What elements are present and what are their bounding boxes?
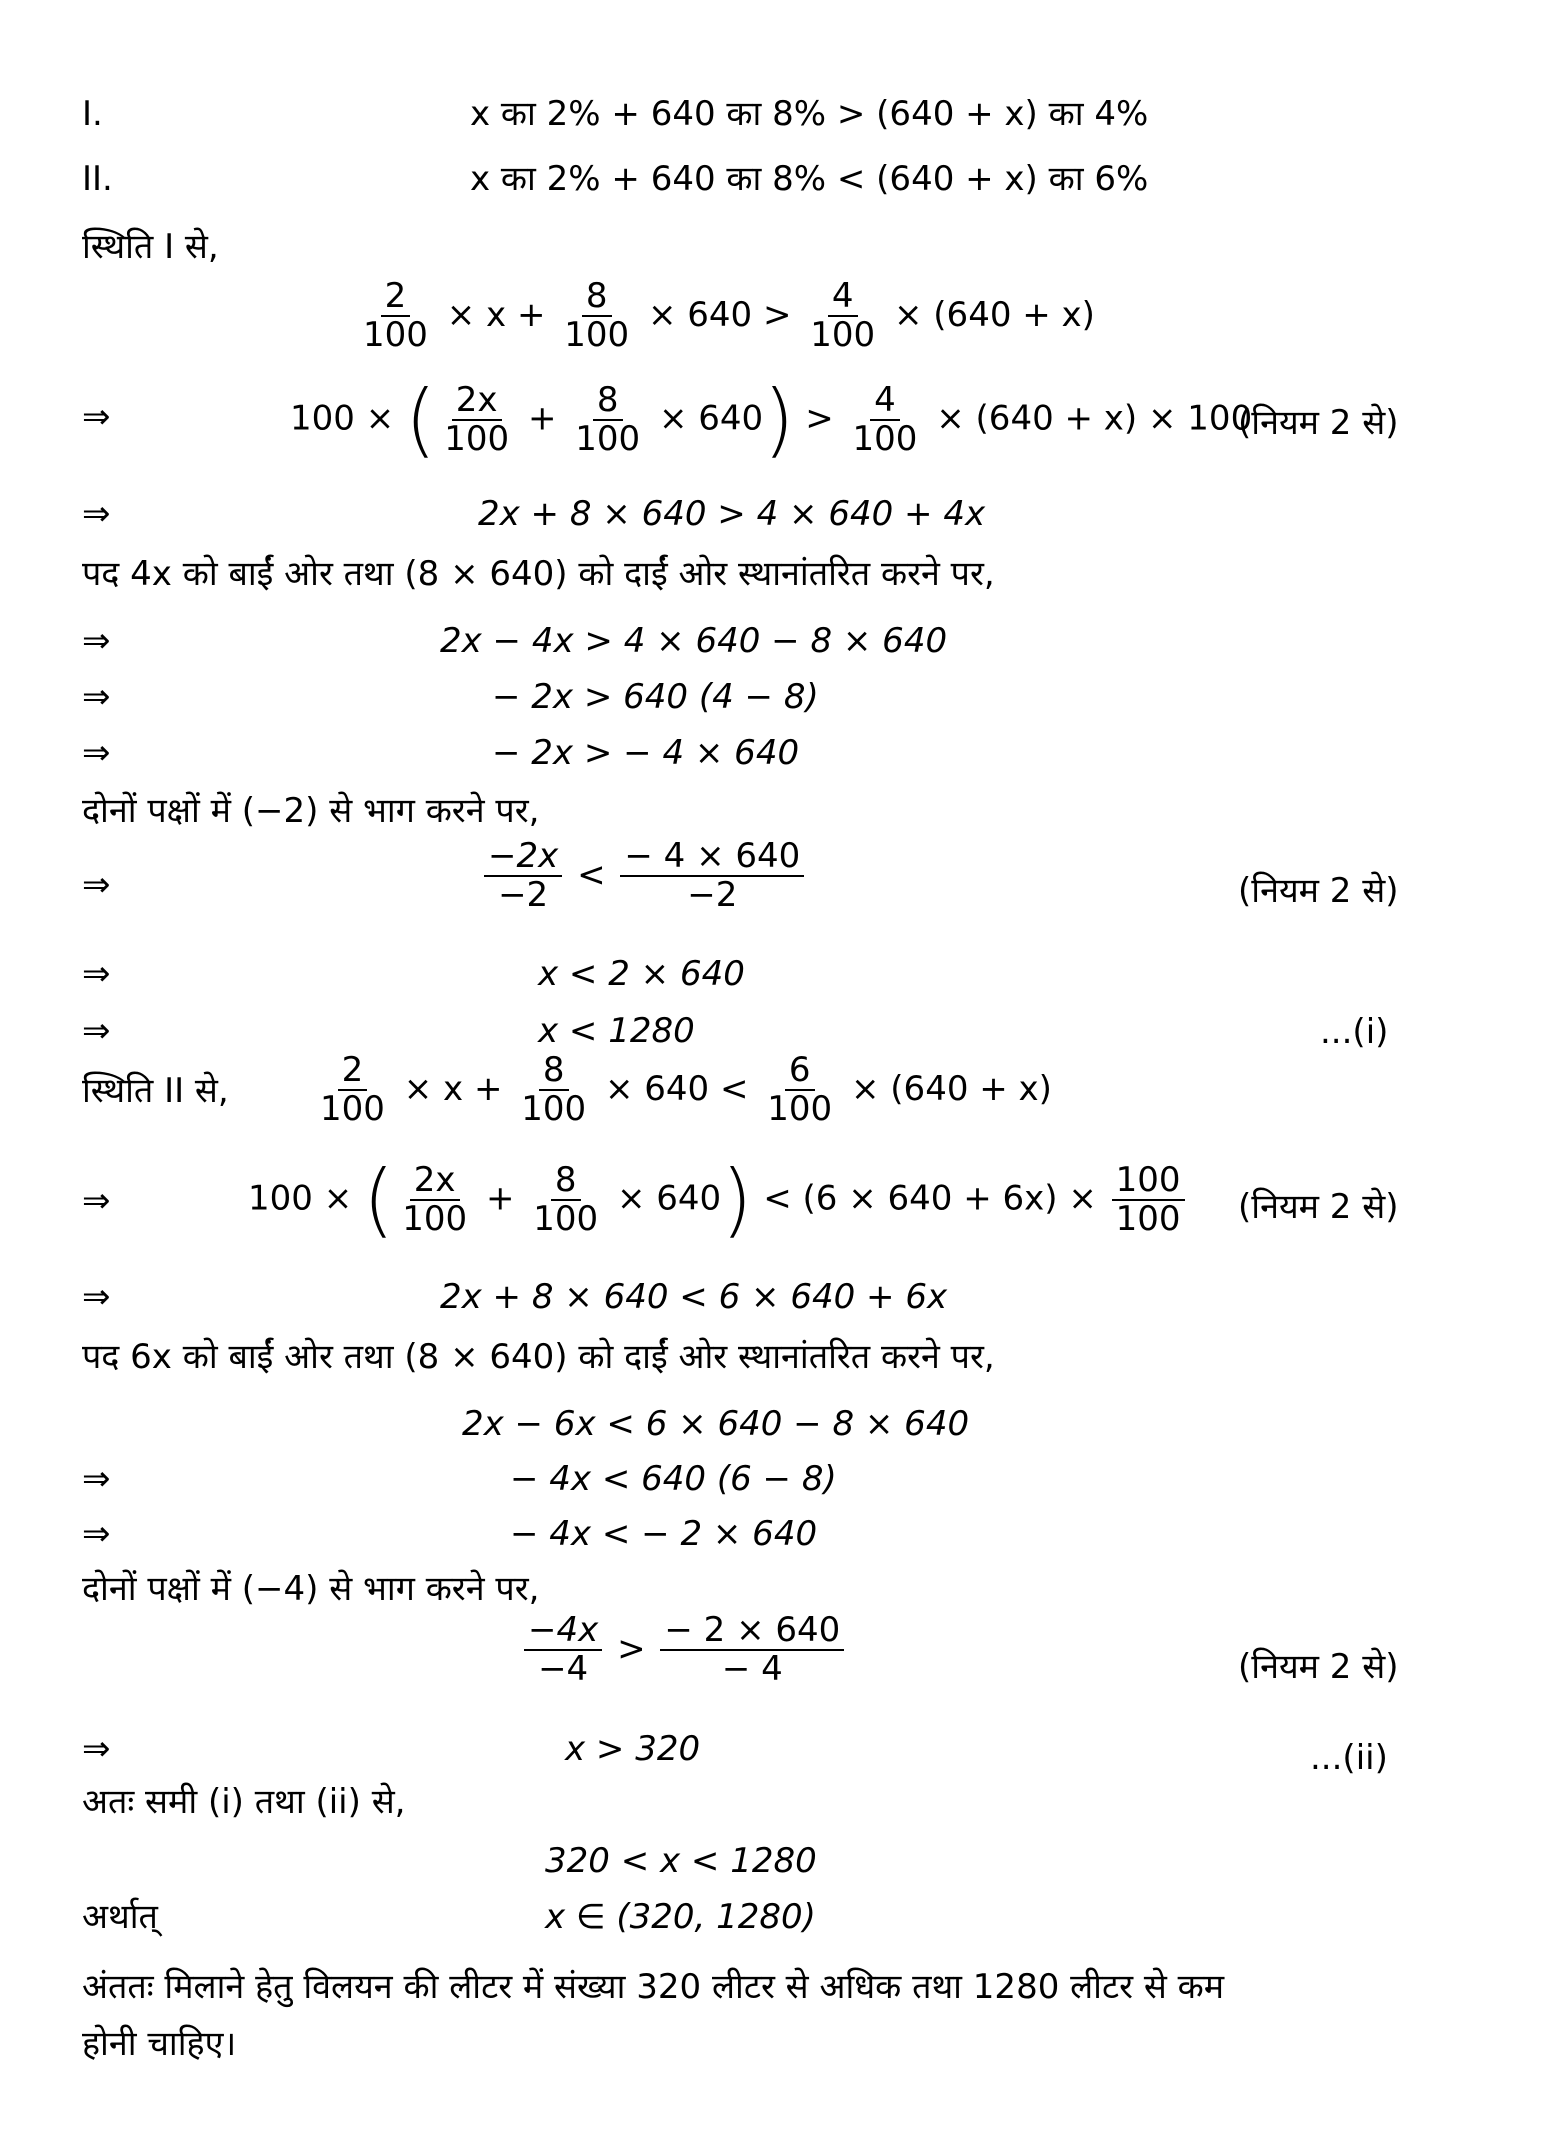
case1-heading: स्थिति I से,: [82, 227, 219, 267]
rule-reference: (नियम 2 से): [1238, 1647, 1399, 1687]
final-answer-line2: होनी चाहिए।: [82, 2024, 237, 2064]
c1-eq8: x < 2 × 640: [538, 954, 745, 994]
c1-eq1: $\frac{2}{100}$ × x + $\frac{8}{100}$ × 640 > $\frac{4}{100}$ × (640 + x): [355, 278, 1095, 355]
fraction: $\frac{4}{100}$: [852, 379, 918, 459]
case-label-2: II.: [82, 159, 113, 199]
c1-eq6: − 2x > − 4 × 640: [492, 733, 800, 773]
fraction: $\frac{8}{100}$: [521, 1050, 587, 1130]
c2-note1: पद 6x को बाईं ओर तथा (8 × 640) को दाईं ओर स्थानांतरित करने पर,: [82, 1337, 995, 1377]
case2-statement: x का 2% + 640 का 8% < (640 + x) का 6%: [470, 159, 1149, 199]
fraction: $\frac{8}{100}$: [564, 276, 630, 356]
arrow-icon: ⇒: [82, 1459, 111, 1499]
c2-eq6: − 4x < − 2 × 640: [510, 1514, 818, 1554]
conclusion-interval: x ∈ (320, 1280): [545, 1897, 816, 1937]
fraction: $\frac{2}{100}$: [363, 276, 428, 356]
fraction: $\frac{2x}{100}$: [402, 1159, 468, 1239]
fraction: $\frac{6}{100}$: [767, 1050, 833, 1130]
arrow-icon: ⇒: [82, 865, 111, 905]
case1-statement: x का 2% + 640 का 8% > (640 + x) का 4%: [470, 94, 1149, 134]
rule-reference: (नियम 2 से): [1238, 403, 1399, 443]
arrow-icon: ⇒: [82, 1514, 111, 1554]
equation-ref-ii: ...(ii): [1310, 1738, 1388, 1778]
rule-reference: (नियम 2 से): [1238, 1187, 1399, 1227]
arrow-icon: ⇒: [82, 1277, 111, 1317]
arrow-icon: ⇒: [82, 1181, 111, 1221]
c2-eq7: $\frac{-4x}{-4}$ > $\frac{- 2 \times 640}{- 4}$: [520, 1612, 848, 1689]
arrow-icon: ⇒: [82, 621, 111, 661]
arrow-icon: ⇒: [82, 733, 111, 773]
conclusion-inequality: 320 < x < 1280: [545, 1841, 817, 1881]
c1-note2: दोनों पक्षों में (−2) से भाग करने पर,: [82, 791, 540, 831]
c1-eq4: 2x − 4x > 4 × 640 − 8 × 640: [440, 621, 948, 661]
conclusion-note: अतः समी (i) तथा (ii) से,: [82, 1782, 406, 1822]
rule-reference: (नियम 2 से): [1238, 871, 1399, 911]
arrow-icon: ⇒: [82, 397, 111, 437]
fraction: $\frac{4}{100}$: [810, 276, 876, 356]
c2-eq2: 100 × ( $\frac{2x}{100}$ + $\frac{8}{100}$ × 640) < (6 × 640 + 6x) × $\frac{100}{100}$: [248, 1160, 1189, 1240]
fraction: $\frac{8}{100}$: [533, 1159, 599, 1239]
c1-eq7: $\frac{-2x}{-2}$ < $\frac{- 4 \times 640}{-2}$: [480, 838, 808, 915]
c2-eq8: x > 320: [565, 1729, 701, 1769]
fraction: $\frac{- 2 \times 640}{- 4}$: [660, 1612, 844, 1689]
c1-eq9: x < 1280: [538, 1011, 695, 1051]
arrow-icon: ⇒: [82, 1011, 111, 1051]
final-answer-line1: अंततः मिलाने हेतु विलयन की लीटर में संख्या 320 लीटर से अधिक तथा 1280 लीटर से कम: [82, 1967, 1225, 2007]
c1-eq5: − 2x > 640 (4 − 8): [492, 677, 819, 717]
conclusion-word: अर्थात्: [82, 1897, 158, 1937]
arrow-icon: ⇒: [82, 494, 111, 534]
fraction: $\frac{-4x}{-4}$: [524, 1612, 602, 1689]
c2-note2: दोनों पक्षों में (−4) से भाग करने पर,: [82, 1569, 540, 1609]
fraction: $\frac{2}{100}$: [320, 1050, 385, 1130]
c2-eq3: 2x + 8 × 640 < 6 × 640 + 6x: [440, 1277, 948, 1317]
fraction: $\frac{8}{100}$: [575, 379, 641, 459]
arrow-icon: ⇒: [82, 677, 111, 717]
fraction: $\frac{- 4 \times 640}{-2}$: [620, 838, 804, 915]
case-label-1: I.: [82, 94, 103, 134]
c1-eq3: 2x + 8 × 640 > 4 × 640 + 4x: [478, 494, 986, 534]
arrow-icon: ⇒: [82, 1729, 111, 1769]
equation-ref-i: ...(i): [1320, 1012, 1389, 1052]
fraction: $\frac{2x}{100}$: [444, 379, 510, 459]
fraction: $\frac{100}{100}$: [1112, 1162, 1185, 1239]
c2-eq5: − 4x < 640 (6 − 8): [510, 1459, 837, 1499]
c2-eq4: 2x − 6x < 6 × 640 − 8 × 640: [462, 1404, 970, 1444]
c1-eq2: 100 × ( $\frac{2x}{100}$ + $\frac{8}{100}$ × 640) > $\frac{4}{100}$ × (640 + x) × 100: [290, 373, 1253, 466]
arrow-icon: ⇒: [82, 954, 111, 994]
c2-eq1: $\frac{2}{100}$ × x + $\frac{8}{100}$ × 640 < $\frac{6}{100}$ × (640 + x): [312, 1052, 1052, 1129]
fraction: $\frac{-2x}{-2}$: [484, 838, 562, 915]
c1-note1: पद 4x को बाईं ओर तथा (8 × 640) को दाईं ओर स्थानांतरित करने पर,: [82, 554, 995, 594]
case2-heading: स्थिति II से,: [82, 1071, 229, 1111]
